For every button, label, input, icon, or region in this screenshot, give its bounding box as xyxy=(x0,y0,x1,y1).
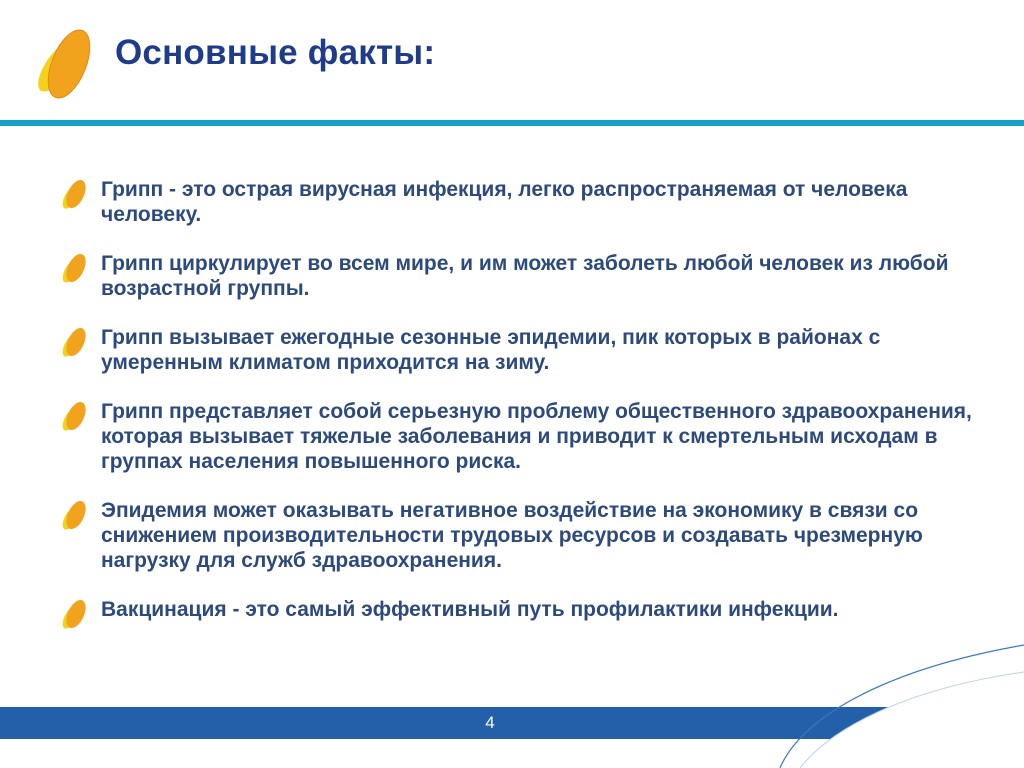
bullet-text: Грипп - это острая вирусная инфекция, легко распространяемая от человека человеку. xyxy=(101,178,908,226)
orange-leaf-bullet-icon xyxy=(58,498,90,532)
footer-bar xyxy=(0,707,1024,739)
orange-leaf-bullet-icon xyxy=(58,251,90,285)
bullet-item xyxy=(58,399,978,474)
logo-leaves-icon xyxy=(22,16,106,104)
orange-leaf-bullet-icon xyxy=(58,177,90,211)
bullet-item xyxy=(58,325,978,375)
bullet-item xyxy=(58,597,978,622)
bullet-text: Грипп представляет собой серьезную проблему общественного здравоохранения, которая вызывает тяжелые заболевания и приводит к смертельным исходам в группах населения повышенного риска. xyxy=(101,400,972,473)
bullet-list xyxy=(58,177,978,622)
bullet-text: Грипп циркулирует во всем мире, и им может заболеть любой человек из любой возрастной группы. xyxy=(101,252,949,300)
page-number: 4 xyxy=(485,713,495,732)
bullet-text: Эпидемия может оказывать негативное воздействие на экономику в связи со снижением производительности трудовых ресурсов и создавать чрезмерную нагрузку для служб здравоохранения. xyxy=(101,499,923,572)
orange-leaf-bullet-icon xyxy=(58,399,90,433)
title-divider xyxy=(0,120,1024,126)
bullet-item xyxy=(58,251,978,301)
bullet-text: Вакцинация - это самый эффективный путь профилактики инфекции. xyxy=(101,598,839,621)
bullet-item xyxy=(58,498,978,573)
orange-leaf-bullet-icon xyxy=(58,597,90,631)
slide-title: Основные факты: xyxy=(115,33,436,72)
bullet-item xyxy=(58,177,978,227)
bullet-text: Грипп вызывает ежегодные сезонные эпидемии, пик которых в районах с умеренным климатом приходится на зиму. xyxy=(101,326,881,374)
orange-leaf-bullet-icon xyxy=(58,325,90,359)
